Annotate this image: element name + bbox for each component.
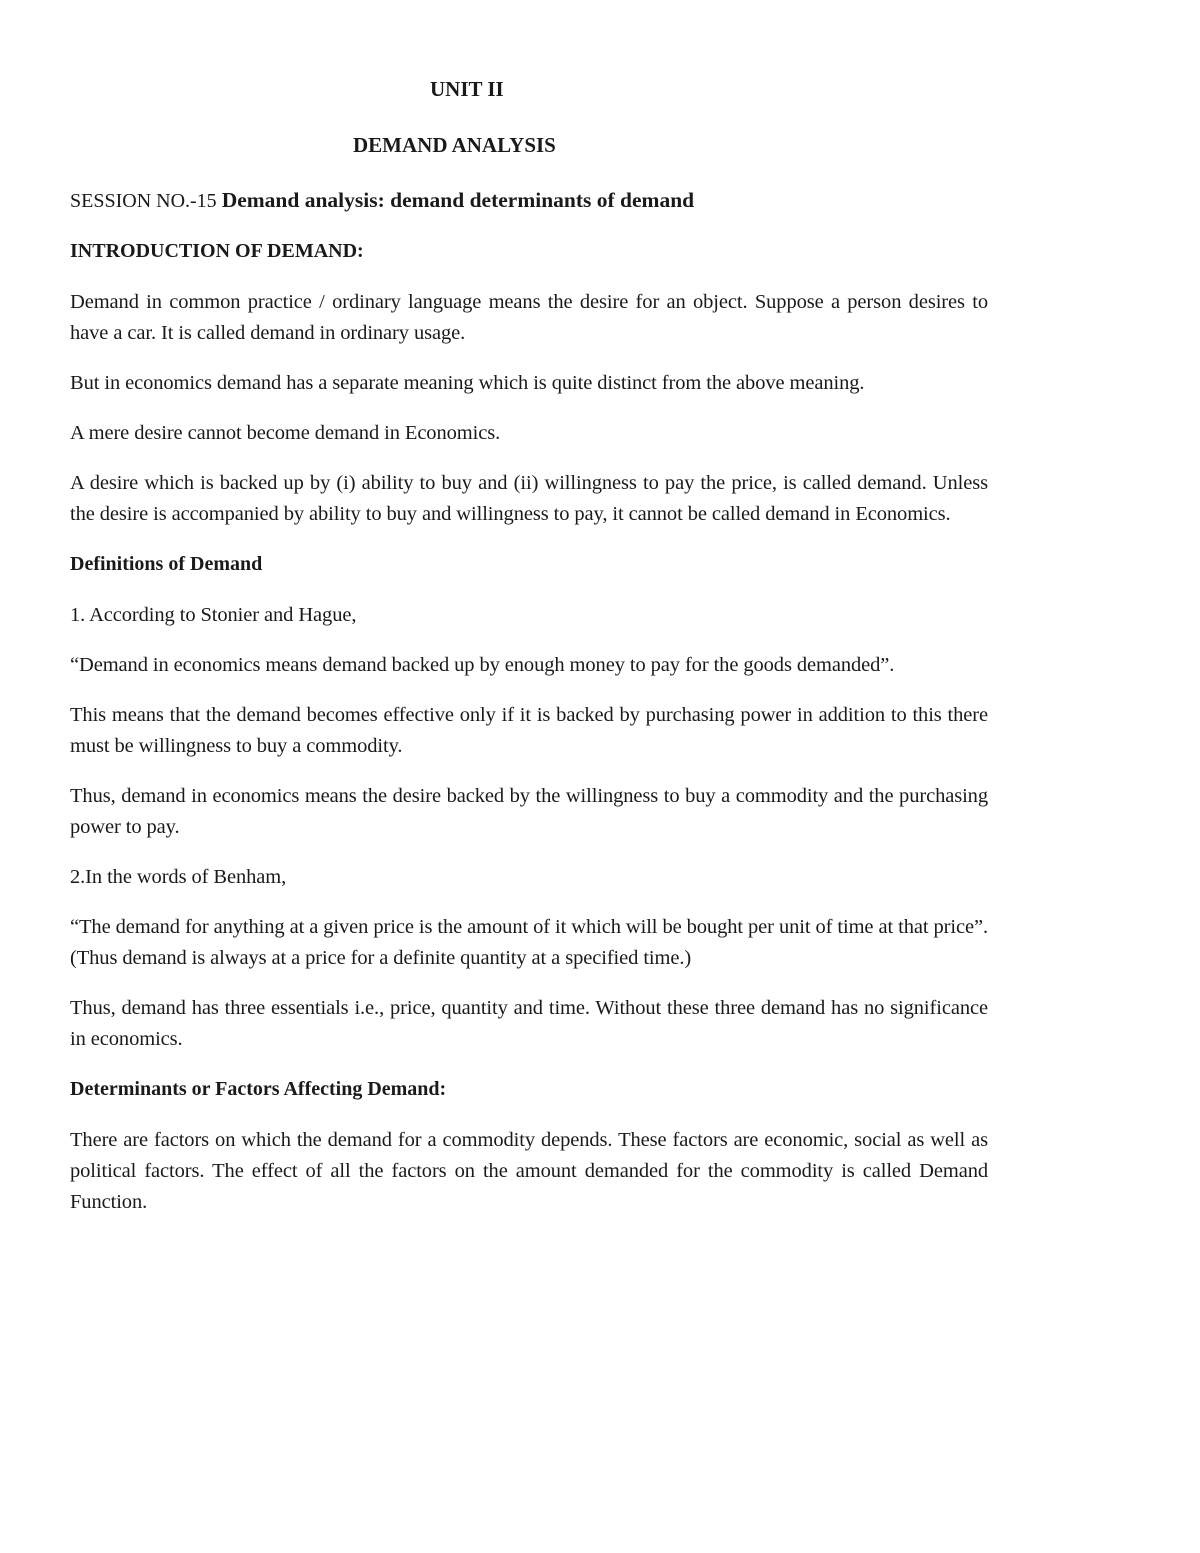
paragraph: A mere desire cannot become demand in Economics. xyxy=(70,422,501,444)
determinants-heading: Determinants or Factors Affecting Demand: xyxy=(70,1078,447,1100)
paragraph: Thus, demand has three essentials i.e., price, quantity and time. Without these three demand has no significance in economics. xyxy=(70,997,988,1050)
paragraph: A desire which is backed up by (i) ability to buy and (ii) willingness to pay the price, is called demand. Unless the desire is accompanied by ability to buy and willingness to pay, it cannot be called demand in Economics. xyxy=(70,472,988,525)
session-topic: Demand analysis: demand determinants of demand xyxy=(221,188,695,212)
unit-title: UNIT II xyxy=(430,77,504,101)
paragraph: This means that the demand becomes effective only if it is backed by purchasing power in addition to this there must be willingness to buy a commodity. xyxy=(70,704,988,757)
document-body xyxy=(70,236,988,1237)
paragraph: But in economics demand has a separate meaning which is quite distinct from the above meaning. xyxy=(70,372,865,394)
definitions-heading: Definitions of Demand xyxy=(70,553,263,575)
paragraph: 2.In the words of Benham, xyxy=(70,866,287,888)
session-heading xyxy=(70,185,694,216)
quote-paragraph: “Demand in economics means demand backed up by enough money to pay for the goods demanded”. xyxy=(70,654,895,676)
paragraph: 1. According to Stonier and Hague, xyxy=(70,604,357,626)
paragraph: There are factors on which the demand for a commodity depends. These factors are economic, social as well as political factors. The effect of all the factors on the amount demanded for the commodity is called Demand Function. xyxy=(70,1129,988,1213)
paragraph: Thus, demand in economics means the desire backed by the willingness to buy a commodity and the purchasing power to pay. xyxy=(70,785,988,838)
session-number: SESSION NO.-15 xyxy=(70,190,217,212)
intro-heading: INTRODUCTION OF DEMAND: xyxy=(70,240,364,262)
quote-paragraph: “The demand for anything at a given price is the amount of it which will be bought per unit of time at that price”. (Thus demand is always at a price for a definite quantity at a specified time.) xyxy=(70,916,988,969)
paragraph: Demand in common practice / ordinary language means the desire for an object. Suppose a person desires to have a car. It is called demand in ordinary usage. xyxy=(70,291,988,344)
chapter-title: DEMAND ANALYSIS xyxy=(353,133,556,157)
